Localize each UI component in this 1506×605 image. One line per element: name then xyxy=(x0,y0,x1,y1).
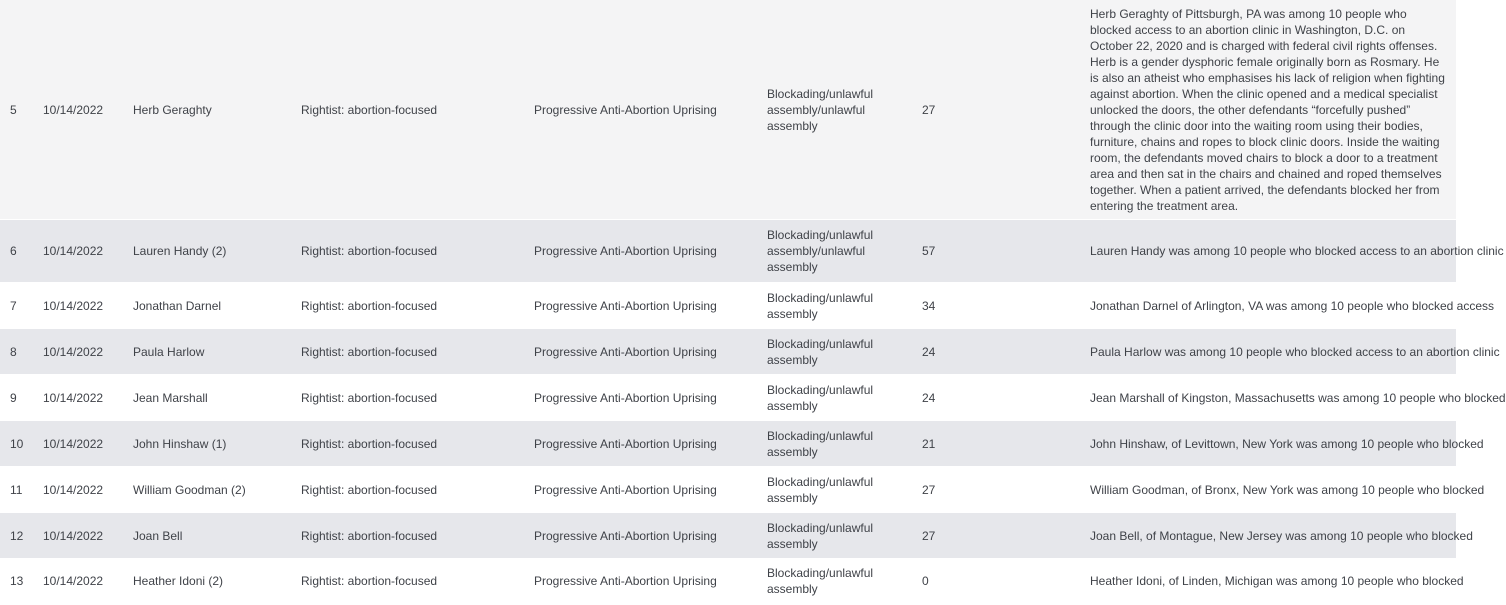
table-row[interactable] xyxy=(0,421,1484,467)
table-row[interactable] xyxy=(0,220,1504,283)
name-cell: Herb Geraghty xyxy=(133,102,212,117)
description-cell: Joan Bell, of Montague, New Jersey was among 10 people who blocked xyxy=(1090,528,1473,543)
incident-type-cell: Blockading/unlawful assembly xyxy=(767,474,874,505)
row-id-cell: 5 xyxy=(10,102,17,117)
group-cell: Progressive Anti-Abortion Uprising xyxy=(534,482,717,497)
incident-type-cell: Blockading/unlawful assembly xyxy=(767,382,874,413)
ideology-cell: Rightist: abortion-focused xyxy=(301,390,438,405)
ideology-cell: Rightist: abortion-focused xyxy=(301,436,438,451)
ideology-cell: Rightist: abortion-focused xyxy=(301,298,438,313)
count-cell: 27 xyxy=(922,482,936,497)
description-cell: Herb Geraghty of Pittsburgh, PA was among 10 people who blocked access to an abortion clinic in Washington, D.C. on October 22, 2020 and is charged with federal civil rights offenses. Herb is a gender dysphoric female originally born as Rosmary. He is also an atheist who emphasises his lack of religion when fighting against abortion. When the clinic opened and a medical specialist unlocked the doors, the other defendants “forcefully pushed” through the clinic door into the waiting room using their bodies, furniture, chains and ropes to block clinic doors. Inside the waiting room, the defendants moved chairs to block a door to a treatment area and then sat in the chairs and chained and roped themselves together. When a patient arrived, the defendants blocked her from entering the treatment area. xyxy=(1090,6,1445,213)
table-row[interactable] xyxy=(0,0,1456,220)
table-row[interactable] xyxy=(0,375,1506,421)
group-cell: Progressive Anti-Abortion Uprising xyxy=(534,344,717,359)
incident-type-cell: Blockading/unlawful assembly xyxy=(767,290,874,321)
row-id-cell: 8 xyxy=(10,344,17,359)
count-cell: 27 xyxy=(922,102,936,117)
name-cell: John Hinshaw (1) xyxy=(133,436,227,451)
row-id-cell: 9 xyxy=(10,390,17,405)
name-cell: Joan Bell xyxy=(133,528,183,543)
name-cell: Jonathan Darnel xyxy=(133,298,222,313)
row-id-cell: 13 xyxy=(10,574,24,588)
incident-type-cell: Blockading/unlawful assembly xyxy=(767,566,874,596)
group-cell: Progressive Anti-Abortion Uprising xyxy=(534,436,717,451)
date-cell: 10/14/2022 xyxy=(43,244,104,258)
row-id-cell: 12 xyxy=(10,528,24,543)
group-cell: Progressive Anti-Abortion Uprising xyxy=(534,102,717,117)
group-cell: Progressive Anti-Abortion Uprising xyxy=(534,390,717,405)
count-cell: 24 xyxy=(922,390,936,405)
ideology-cell: Rightist: abortion-focused xyxy=(301,244,438,258)
group-cell: Progressive Anti-Abortion Uprising xyxy=(534,298,717,313)
name-cell: Heather Idoni (2) xyxy=(133,574,224,588)
ideology-cell: Rightist: abortion-focused xyxy=(301,482,438,497)
group-cell: Progressive Anti-Abortion Uprising xyxy=(534,244,717,258)
count-cell: 27 xyxy=(922,528,936,543)
date-cell: 10/14/2022 xyxy=(43,528,104,543)
name-cell: Paula Harlow xyxy=(133,344,205,359)
date-cell: 10/14/2022 xyxy=(43,344,104,359)
table-row[interactable] xyxy=(0,467,1485,513)
table-row[interactable] xyxy=(0,559,1464,604)
row-id-cell: 10 xyxy=(10,436,24,451)
count-cell: 24 xyxy=(922,344,936,359)
description-cell: Heather Idoni, of Linden, Michigan was among 10 people who blocked xyxy=(1090,574,1464,588)
row-id-cell: 6 xyxy=(10,244,17,258)
count-cell: 21 xyxy=(922,436,936,451)
count-cell: 0 xyxy=(922,574,929,588)
incident-type-cell: Blockading/unlawful assembly/unlawful assembly xyxy=(767,228,874,274)
description-cell: Lauren Handy was among 10 people who blocked access to an abortion clinic xyxy=(1090,244,1504,258)
description-cell: William Goodman, of Bronx, New York was among 10 people who blocked xyxy=(1090,482,1485,497)
group-cell: Progressive Anti-Abortion Uprising xyxy=(534,528,717,543)
description-cell: Jonathan Darnel of Arlington, VA was among 10 people who blocked access xyxy=(1090,298,1495,313)
date-cell: 10/14/2022 xyxy=(43,298,104,313)
ideology-cell: Rightist: abortion-focused xyxy=(301,344,438,359)
group-cell: Progressive Anti-Abortion Uprising xyxy=(534,574,717,588)
row-id-cell: 7 xyxy=(10,298,17,313)
description-cell: Jean Marshall of Kingston, Massachusetts was among 10 people who blocked xyxy=(1090,390,1506,405)
date-cell: 10/14/2022 xyxy=(43,436,104,451)
name-cell: William Goodman (2) xyxy=(133,482,246,497)
ideology-cell: Rightist: abortion-focused xyxy=(301,102,438,117)
table-row[interactable] xyxy=(0,329,1500,375)
description-cell: Paula Harlow was among 10 people who blocked access to an abortion clinic xyxy=(1090,344,1500,359)
count-cell: 34 xyxy=(922,298,936,313)
name-cell: Jean Marshall xyxy=(133,390,208,405)
date-cell: 10/14/2022 xyxy=(43,102,104,117)
incident-type-cell: Blockading/unlawful assembly xyxy=(767,428,874,459)
incident-type-cell: Blockading/unlawful assembly/unlawful assembly xyxy=(767,86,874,133)
name-cell: Lauren Handy (2) xyxy=(133,244,227,258)
incident-type-cell: Blockading/unlawful assembly xyxy=(767,520,874,551)
date-cell: 10/14/2022 xyxy=(43,482,104,497)
date-cell: 10/14/2022 xyxy=(43,390,104,405)
table-row[interactable] xyxy=(0,513,1473,559)
row-id-cell: 11 xyxy=(10,482,23,497)
ideology-cell: Rightist: abortion-focused xyxy=(301,574,438,588)
date-cell: 10/14/2022 xyxy=(43,574,104,588)
count-cell: 57 xyxy=(922,244,936,258)
table-row[interactable] xyxy=(0,283,1495,329)
description-cell: John Hinshaw, of Levittown, New York was among 10 people who blocked xyxy=(1090,436,1484,451)
ideology-cell: Rightist: abortion-focused xyxy=(301,528,438,543)
incident-type-cell: Blockading/unlawful assembly xyxy=(767,336,874,367)
